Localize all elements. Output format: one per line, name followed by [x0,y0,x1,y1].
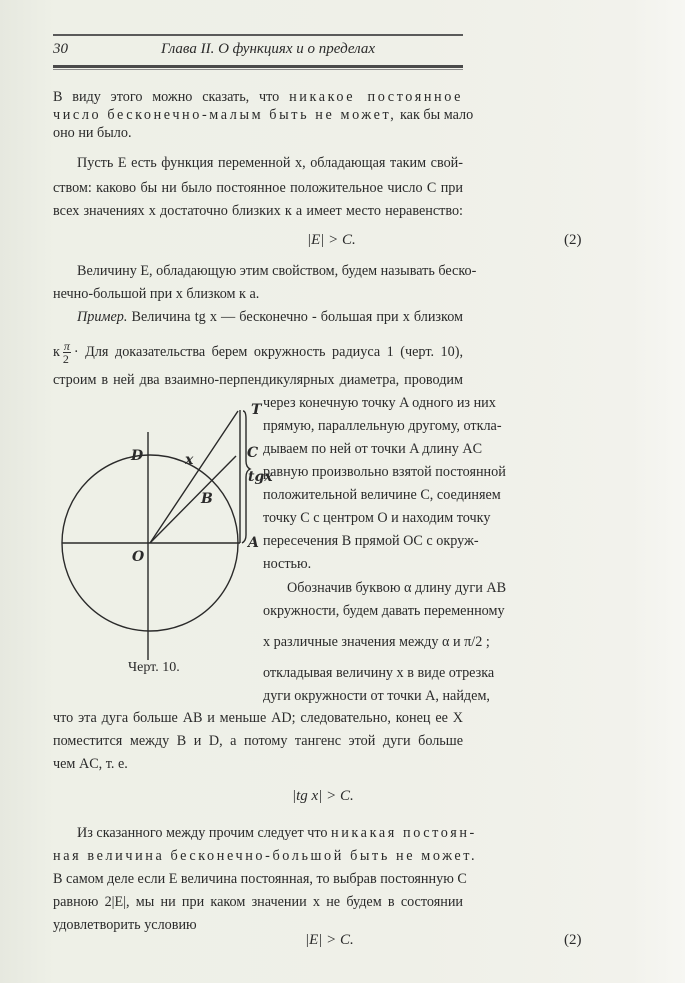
text-line: x различные значения между α и π/2 ; [263,634,490,650]
text-line: пересечения B прямой OC с окруж- [263,533,479,549]
text-line: точку C с центром O и находим точку [263,510,491,526]
text-line: положительной величине C, соединяем [263,487,501,503]
text-line: окружности, будем давать переменному [263,603,505,619]
text-line: дываем по ней от точки A длину AC [263,441,483,457]
text-line: равною 2|E|, мы ни при каком значении x не будем в состоянии [53,894,463,910]
line-OC [150,456,236,543]
text-line: поместится между B и D, а потому тангенс этой дуги больше [53,733,463,749]
line-OT [150,411,238,543]
text-line: В самом деле если E величина постоянная, то выбрав постоянную C [53,871,467,887]
label-T: T [251,402,262,418]
text-line: Величину E, обладающую этим свойством, будем называть беско- [77,263,477,279]
text-line: равную произвольно взятой постоянной [263,464,506,480]
equation: |E| > C. [305,932,354,948]
figure-caption: Черт. 10. [128,660,180,675]
text-line: нечно-большой при x близком к a. [53,286,260,302]
label-B: B [201,491,213,507]
label-A: A [248,535,259,551]
text-line: число бесконечно-малым быть не может, как бы мало [53,107,474,123]
text-line: откладывая величину x в виде отрезка [263,665,495,681]
label-tgx: tgx [248,469,273,485]
text-line: чем AC, т. е. [53,756,128,772]
text-line: Из сказанного между прочим следует что никакая постоян- [77,825,477,841]
text-line: В виду этого можно сказать, что никакое постоянное [53,89,463,105]
text-line: Пусть E есть функция переменной x, обладающая таким свой- [77,155,463,171]
label-O: O [132,549,145,565]
text-line: строим в ней два взаимно-перпендикулярных диаметра, проводим [53,372,463,388]
equation: |E| > C. [307,232,356,248]
fraction-pi-over-2: $\frac{\pi}{2}$ [62,339,70,366]
text-line: Обозначив буквою α длину дуги AB [287,580,507,596]
text-line: к $\frac{\pi}{2}$ · Для доказательства берем окружность радиуса 1 (черт. 10), [53,339,463,366]
text-line: через конечную точку A одного из них [263,395,496,411]
text-line: Пример. Величина tg x — бесконечно - большая при x близком [77,309,464,325]
text-line: ностью. [263,556,312,572]
label-x: x [185,452,194,468]
text-line: что эта дуга больше AB и меньше AD; следовательно, конец ее X [53,710,463,726]
label-D: D [131,448,144,464]
text-line: прямую, параллельную другому, откла- [263,418,502,434]
page-number: 30 [53,41,68,57]
text-line: оно ни было. [53,125,132,141]
text-line: ством: каково бы ни было постоянное положительное число C при [53,180,463,196]
equation: |tg x| > C. [292,788,354,804]
text-line: дуги окружности от точки A, найдем, [263,688,490,704]
text-line: ная величина бесконечно-большой быть не может. [53,848,478,864]
equation-number: (2) [564,932,582,948]
text-line: удовлетворить условию [53,917,197,933]
equation-number: (2) [564,232,582,248]
label-C: C [247,445,259,461]
text-line: всех значениях x достаточно близких к a имеет место неравенство: [53,203,463,219]
chapter-title: Глава II. О функциях и о пределах [160,41,376,57]
